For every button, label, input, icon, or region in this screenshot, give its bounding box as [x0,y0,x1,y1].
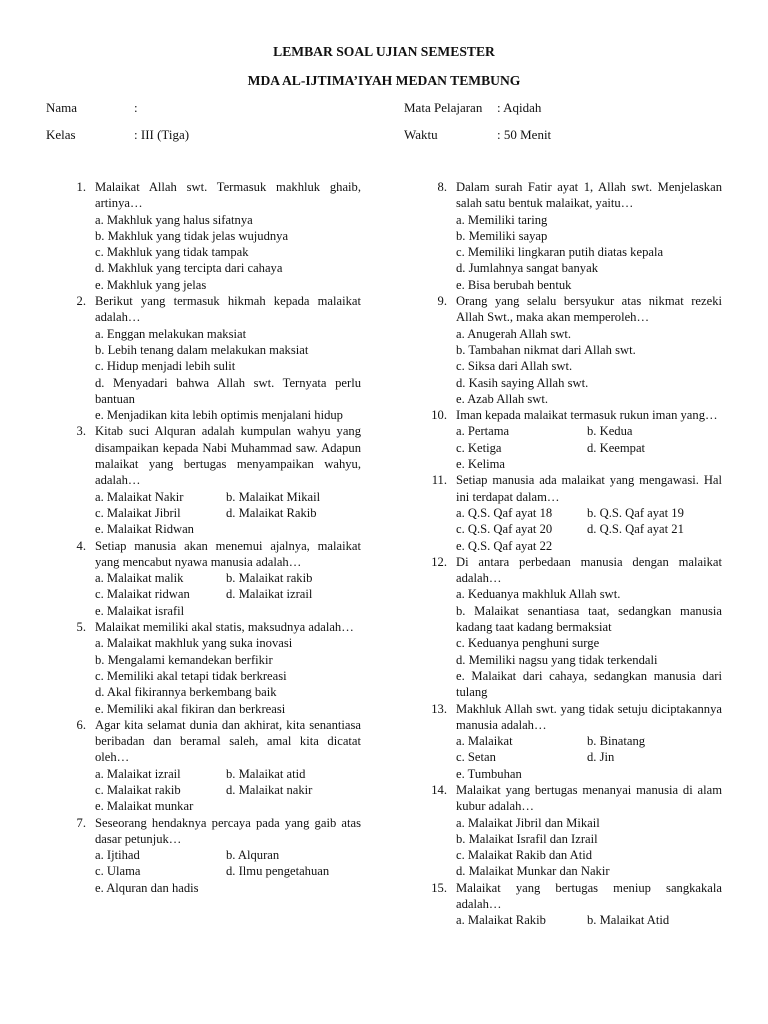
answer-option-row [95,766,361,782]
answer-option: a. Malaikat Rakib [456,913,546,928]
question-text: Setiap manusia ada malaikat yang mengawasi. Hal ini terdapat dalam… [456,473,722,504]
question-item [46,717,361,815]
question-text: Malaikat Allah swt. Termasuk makhluk ghaib, artinya… [95,180,361,211]
answer-option: b. Tambahan nikmat dari Allah swt. [456,342,636,357]
answer-option: e. Malaikat israfil [95,603,185,618]
answer-option: e. Q.S. Qaf ayat 22 [456,538,553,553]
answer-option: b. Kedua [587,424,633,439]
question-number: 5. [76,620,86,635]
question-number: 6. [76,717,86,732]
school-name: MDA AL-IJTIMA’IYAH MEDAN TEMBUNG [247,73,521,88]
answer-option: b. Binatang [587,734,646,749]
answer-option: d. Memiliki nagsu yang tidak terkendali [456,652,658,667]
answer-option-row [95,570,361,586]
answer-option-row [95,489,361,505]
question-item [46,815,361,896]
answer-option: a. Malaikat izrail [95,766,181,781]
answer-option: e. Malaikat munkar [95,799,194,814]
answer-option: e. Azab Allah swt. [456,391,548,406]
answer-option-row [456,423,722,439]
answer-option-row [456,912,722,928]
answer-option: c. Malaikat rakib [95,782,181,797]
answer-option: a. Memiliki taring [456,212,548,227]
question-number: 13. [431,701,447,716]
question-item [407,472,722,553]
answer-option: c. Ketiga [456,440,502,455]
field-label: Kelas [46,127,76,142]
answer-option: b. Alquran [226,848,280,863]
answer-option: c. Malaikat Rakib dan Atid [456,848,593,863]
page-title: LEMBAR SOAL UJIAN SEMESTER [273,44,495,59]
question-item [46,423,361,537]
question-text: Agar kita selamat dunia dan akhirat, kita senantiasa beribadan dan beramal saleh, amal kita dicatat oleh… [95,717,361,765]
question-number: 4. [76,538,86,553]
answer-option: c. Memiliki akal tetapi tidak berkreasi [95,668,287,683]
answer-option: b. Makhluk yang tidak jelas wujudnya [95,228,289,243]
answer-option: d. Malaikat izrail [226,587,313,602]
answer-option: b. Mengalami kemandekan berfikir [95,652,273,667]
answer-option: b. Malaikat Atid [587,913,670,928]
question-number: 12. [431,554,447,569]
question-text: Orang yang selalu bersyukur atas nikmat rezeki Allah Swt., maka akan memperoleh… [456,294,722,325]
answer-option: e. Malaikat Ridwan [95,522,194,537]
field-value: : III (Tiga) [134,127,190,142]
answer-option-row [456,521,722,537]
field-label: Waktu [404,127,438,142]
answer-option: e. Memiliki akal fikiran dan berkreasi [95,701,286,716]
question-item [407,880,722,929]
answer-option: a. Malaikat [456,734,513,749]
answer-option-row [456,749,722,765]
question-number: 8. [437,180,447,194]
question-item [46,293,361,423]
question-item [46,538,361,619]
question-number: 9. [437,294,447,309]
answer-option: a. Anugerah Allah swt. [456,326,572,341]
answer-option: d. Ilmu pengetahuan [226,864,330,879]
answer-option: a. Ijtihad [95,848,140,863]
question-text: Kitab suci Alquran adalah kumpulan wahyu yang disampaikan kepada Nabi Muhammad saw. Adapun malaikat yang bertugas menyampaikan wahyu, adalah… [95,424,361,488]
answer-option: e. Menjadikan kita lebih optimis menjalani hidup [95,408,343,423]
answer-option: d. Kasih saying Allah swt. [456,375,589,390]
question-item [407,554,722,701]
answer-option: a. Keduanya makhluk Allah swt. [456,587,621,602]
question-item [407,179,722,293]
question-number: 15. [431,880,447,895]
questions-column-left [46,179,361,896]
answer-option: e. Malaikat dari cahaya, sedangkan manusia dari tulang [456,668,722,700]
answer-option: b. Malaikat rakib [226,571,313,586]
question-item [407,293,722,407]
question-text: Iman kepada malaikat termasuk rukun iman yang… [456,408,718,423]
answer-option: c. Malaikat Jibril [95,505,181,520]
answer-option-row [95,586,361,602]
question-text: Makhluk Allah swt. yang tidak setuju diciptakannya manusia adalah… [456,701,722,732]
field-value: : 50 Menit [497,127,552,142]
question-text: Berikut yang termasuk hikmah kepada malaikat adalah… [95,294,361,325]
question-text: Malaikat yang bertugas meniup sangkakala adalah… [456,880,722,912]
answer-option: c. Keduanya penghuni surge [456,636,600,651]
answer-option: c. Q.S. Qaf ayat 20 [456,522,553,537]
answer-option: e. Tumbuhan [456,766,522,781]
question-number: 10. [431,408,447,423]
answer-option: a. Malaikat Jibril dan Mikail [456,815,600,830]
answer-option: d. Makhluk yang tercipta dari cahaya [95,261,283,276]
question-number: 1. [76,180,86,194]
answer-option: d. Malaikat Munkar dan Nakir [456,864,610,879]
question-item [407,407,722,472]
answer-option: a. Q.S. Qaf ayat 18 [456,505,553,520]
answer-option: d. Keempat [587,440,646,455]
answer-option: a. Pertama [456,424,510,439]
answer-option: c. Malaikat ridwan [95,587,190,602]
answer-option: b. Malaikat atid [226,766,306,781]
answer-option: e. Bisa berubah bentuk [456,277,572,292]
question-item [46,179,361,293]
question-text: Seseorang hendaknya percaya pada yang gaib atas dasar petunjuk… [95,815,361,846]
answer-option: d. Jumlahnya sangat banyak [456,261,598,276]
answer-option: b. Malaikat senantiasa taat, sedangkan manusia kadang taat kadang bermaksiat [456,603,722,635]
answer-option-row [456,733,722,749]
question-item [407,782,722,880]
answer-option-row [95,505,361,521]
answer-option: d. Malaikat nakir [226,782,313,797]
answer-option-row [456,440,722,456]
question-text: Dalam surah Fatir ayat 1, Allah swt. Menjelaskan salah satu bentuk malaikat, yaitu… [456,180,722,211]
answer-option: b. Memiliki sayap [456,228,548,243]
answer-option: c. Ulama [95,864,141,879]
question-text: Malaikat yang bertugas menanyai manusia di alam kubur adalah… [456,782,722,814]
answer-option: c. Makhluk yang tidak tampak [95,245,249,260]
answer-option: b. Malaikat Israfil dan Izrail [456,831,598,846]
field-value: : [134,100,138,115]
answer-option: c. Hidup menjadi lebih sulit [95,359,236,374]
answer-option-row [95,782,361,798]
answer-option: d. Jin [587,750,615,765]
answer-option: a. Malaikat malik [95,571,184,586]
answer-option: c. Setan [456,750,496,765]
answer-option: d. Menyadari bahwa Allah swt. Ternyata perlu bantuan [95,375,361,406]
answer-option: a. Makhluk yang halus sifatnya [95,212,253,227]
question-number: 2. [76,294,86,309]
answer-option-row [95,847,361,863]
question-item [46,619,361,717]
questions-column-right [407,179,722,929]
field-label: Mata Pelajaran [404,100,483,115]
question-number: 11. [431,473,447,488]
field-value: : Aqidah [497,100,542,115]
question-text: Setiap manusia akan menemui ajalnya, malaikat yang mencabut nyawa manusia adalah… [95,538,361,569]
answer-option: e. Kelima [456,457,505,472]
answer-option: b. Malaikat Mikail [226,489,321,504]
question-item [407,701,722,782]
answer-option-row [95,863,361,879]
answer-option: a. Malaikat makhluk yang suka inovasi [95,636,293,651]
answer-option: a. Malaikat Nakir [95,489,184,504]
answer-option: a. Enggan melakukan maksiat [95,326,247,341]
answer-option: b. Lebih tenang dalam melakukan maksiat [95,342,309,357]
question-number: 7. [76,815,86,830]
question-text: Di antara perbedaan manusia dengan malaikat adalah… [456,554,722,586]
answer-option: c. Siksa dari Allah swt. [456,359,573,374]
question-text: Malaikat memiliki akal statis, maksudnya adalah… [95,620,354,635]
answer-option: d. Q.S. Qaf ayat 21 [587,522,684,537]
question-number: 3. [76,424,86,439]
answer-option: c. Memiliki lingkaran putih diatas kepala [456,245,664,260]
answer-option: d. Malaikat Rakib [226,505,317,520]
answer-option: e. Alquran dan hadis [95,880,199,895]
question-number: 14. [431,782,447,797]
answer-option: b. Q.S. Qaf ayat 19 [587,505,684,520]
answer-option: d. Akal fikirannya berkembang baik [95,685,277,700]
field-label: Nama [46,100,78,115]
answer-option-row [456,505,722,521]
answer-option: e. Makhluk yang jelas [95,277,207,292]
